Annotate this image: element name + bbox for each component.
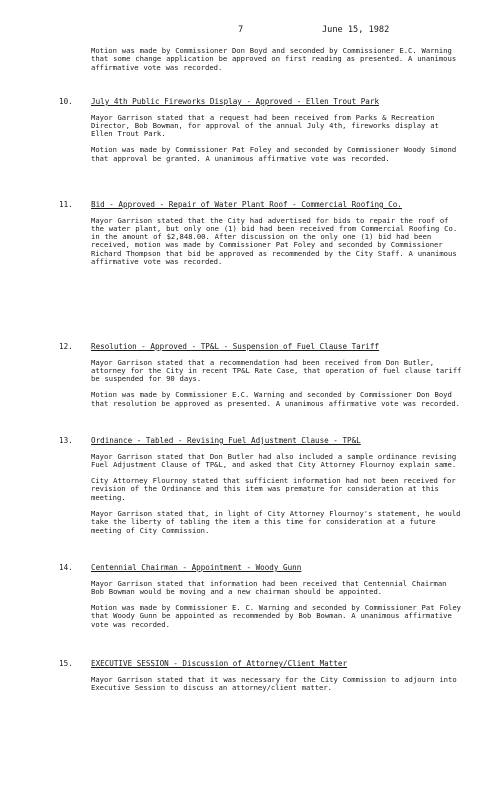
item-title: EXECUTIVE SESSION - Discussion of Attorney/Client Matter [91, 659, 348, 668]
intro-section [59, 47, 469, 80]
item-paragraph: Motion was made by Commissioner E.C. Warning and seconded by Commissioner Don Boyd that resolution be approved as presented. A unanimous affirmative vote was recorded. [91, 390, 460, 408]
item-paragraph: Mayor Garrison stated that information had been received that Centennial Chairman Bob Bowman would be moving and a new chairman should be appointed. [91, 578, 447, 596]
item-title: Resolution - Approved - TP&L - Suspension of Fuel Clause Tariff [91, 342, 380, 351]
page-header [0, 25, 487, 39]
item-number: 11. [59, 200, 73, 209]
item-paragraph: Motion was made by Commissioner E. C. Warning and seconded by Commissioner Pat Foley that Woody Gunn be appointed as recommended by Bob Bowman. A unanimous affirmative vote was recorded. [91, 603, 461, 629]
agenda-item-14 [59, 564, 469, 637]
item-paragraph: Mayor Garrison stated that it was necessary for the City Commission to adjourn into Executive Session to discuss an attorney/client matter. [91, 674, 457, 692]
agenda-item-12 [59, 343, 469, 416]
item-number: 12. [59, 342, 73, 351]
item-title: Ordinance - Tabled - Revising Fuel Adjustment Clause - TP&L [91, 436, 361, 445]
agenda-item-13 [59, 437, 469, 543]
item-heading [59, 98, 469, 107]
item-number: 14. [59, 563, 73, 572]
item-heading [59, 564, 469, 573]
item-number: 13. [59, 436, 73, 445]
item-paragraph: Motion was made by Commissioner Pat Foley and seconded by Commissioner Woody Simond that approval be granted. A unanimous affirmative vote was recorded. [91, 145, 457, 163]
item-paragraph: Mayor Garrison stated that, in light of City Attorney Flournoy's statement, he would take the liberty of tabling the item a this time for consideration at a future meeting of City Commission. [91, 509, 461, 535]
item-title: Centennial Chairman - Appointment - Woody Gunn [91, 563, 302, 572]
item-paragraph: City Attorney Flournoy stated that sufficient information had not been received for revision of the Ordinance and this item was premature for consideration at this meeting. [91, 476, 456, 502]
agenda-item-15 [59, 660, 469, 700]
agenda-item-10 [59, 98, 469, 171]
item-paragraph: Mayor Garrison stated that the City had advertised for bids to repair the roof of the water plant, but only one (1) bid had been received from Commercial Roofing Co. in the amount of $2,848.00. After discussion on the only one (1) bid had been received, motion was made by Commissioner Pat Foley and seconded by Commissioner Richard Thompson that bid be approved as recommended by the City Staff. A unanimous affirmative vote was recorded. [91, 215, 458, 267]
item-title: July 4th Public Fireworks Display - Approved - Ellen Trout Park [91, 97, 380, 106]
item-heading [59, 660, 469, 669]
item-heading [59, 201, 469, 210]
item-paragraph: Mayor Garrison stated that Don Butler had also included a sample ordinance revising Fuel Adjustment Clause of TP&L, and asked that City Attorney Flournoy explain same. [91, 451, 457, 469]
page-number: 7 [238, 25, 244, 35]
item-heading [59, 343, 469, 352]
item-number: 10. [59, 97, 73, 106]
item-paragraph: Mayor Garrison stated that a recommendation had been received from Don Butler, attorney for the City in recent TP&L Rate Case, that operation of fuel clause tariff be suspended for 90 days. [91, 357, 462, 384]
item-title: Bid - Approved - Repair of Water Plant Roof - Commercial Roofing Co. [91, 200, 402, 209]
intro-paragraph: Motion was made by Commissioner Don Boyd and seconded by Commissioner E.C. Warning that some change application be approved on first reading as presented. A unanimous affirmative vote was recorded. [91, 46, 457, 72]
item-paragraph: Mayor Garrison stated that a request had been received from Parks & Recreation Director, Bob Bowman, for approval of the annual July 4th, fireworks display at Ellen Trout Park. [91, 112, 439, 139]
item-number: 15. [59, 659, 73, 668]
item-heading [59, 437, 469, 446]
meeting-date: June 15, 1982 [322, 25, 390, 35]
agenda-item-11 [59, 201, 469, 274]
